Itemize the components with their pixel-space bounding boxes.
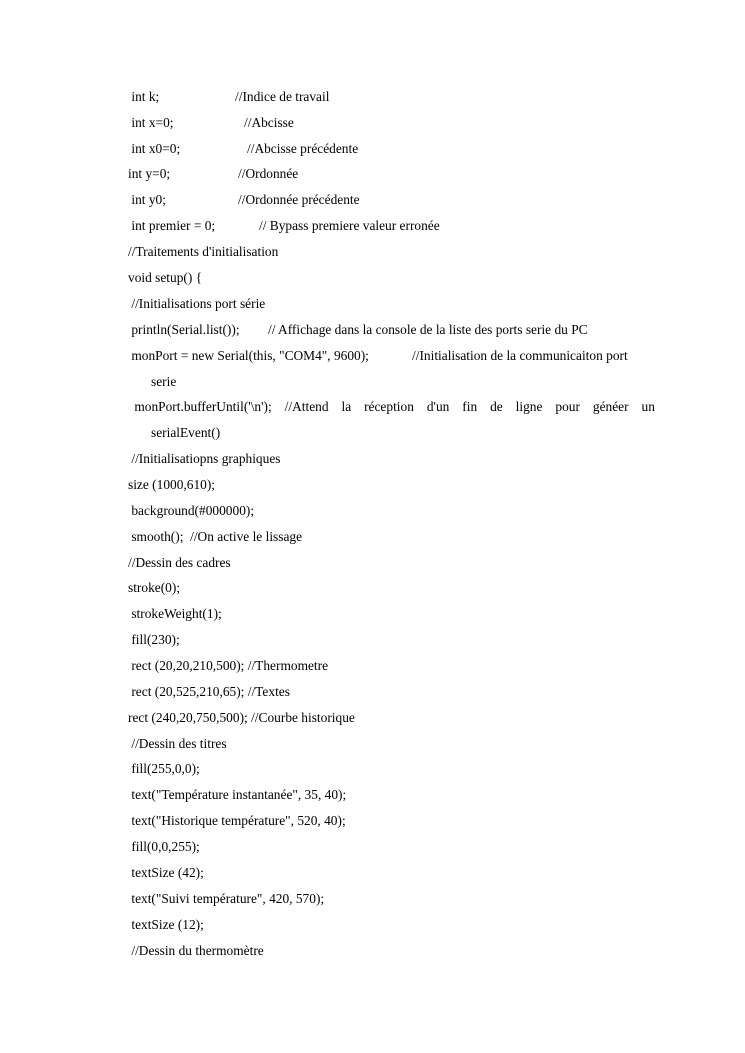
code-line: //Initialisations port série (128, 296, 266, 311)
code-line: fill(230); (128, 632, 180, 647)
code-line: text("Historique température", 520, 40); (128, 813, 346, 828)
code-line: smooth(); //On active le lissage (128, 529, 303, 544)
code-line: //Initialisatiopns graphiques (128, 451, 281, 466)
code-line: int y0; (128, 192, 166, 207)
word: //Attend (284, 399, 329, 414)
code-line: int x0=0; (128, 141, 181, 156)
code-line: int k; (128, 89, 160, 104)
code-line: serie (151, 374, 177, 389)
word: réception (364, 399, 414, 414)
code-line: rect (240,20,750,500); //Courbe historique (128, 710, 355, 725)
code-line: stroke(0); (128, 580, 181, 595)
code-line: fill(255,0,0); (128, 761, 200, 776)
code-line: rect (20,20,210,500); //Thermometre (128, 658, 329, 673)
code-line: int x=0; (128, 115, 174, 130)
code-line: rect (20,525,210,65); //Textes (128, 684, 290, 699)
code-line: //Dessin du thermomètre (128, 943, 264, 958)
code-line: //Traitements d'initialisation (128, 244, 279, 259)
code-line: int y=0; (128, 166, 171, 181)
code-line: void setup() { (128, 270, 203, 285)
word: un (641, 399, 655, 414)
word: monPort.bufferUntil('\n'); (131, 399, 272, 414)
code-line: text("Suivi température", 420, 570); (128, 891, 325, 906)
word: ligne (515, 399, 543, 414)
code-line: //Dessin des titres (128, 736, 227, 751)
code-comment: //Indice de travail (235, 89, 330, 104)
code-line: fill(0,0,255); (128, 839, 200, 854)
code-line: println(Serial.list()); (128, 322, 240, 337)
code-line-justified (131, 399, 655, 415)
word: de (490, 399, 503, 414)
word: généer (592, 399, 629, 414)
code-line: //Dessin des cadres (128, 555, 231, 570)
code-line: textSize (42); (128, 865, 204, 880)
code-line: strokeWeight(1); (128, 606, 222, 621)
code-comment: // Affichage dans la console de la liste des ports serie du PC (268, 322, 588, 337)
word: la (341, 399, 352, 414)
code-line: monPort = new Serial(this, "COM4", 9600); (128, 348, 369, 363)
code-line: text("Température instantanée", 35, 40); (128, 787, 347, 802)
word: pour (555, 399, 580, 414)
code-comment: //Abcisse précédente (247, 141, 359, 156)
code-comment: //Ordonnée (238, 166, 299, 181)
word: fin (462, 399, 478, 414)
code-line: size (1000,610); (128, 477, 216, 492)
code-comment: // Bypass premiere valeur erronée (259, 218, 440, 233)
code-comment: //Abcisse (244, 115, 294, 130)
code-comment: //Ordonnée précédente (238, 192, 360, 207)
code-line: background(#000000); (128, 503, 255, 518)
code-comment: //Initialisation de la communicaiton port (412, 348, 628, 363)
code-line: textSize (12); (128, 917, 204, 932)
word: d'un (426, 399, 450, 414)
code-line: int premier = 0; (128, 218, 216, 233)
code-line: serialEvent() (151, 425, 221, 440)
